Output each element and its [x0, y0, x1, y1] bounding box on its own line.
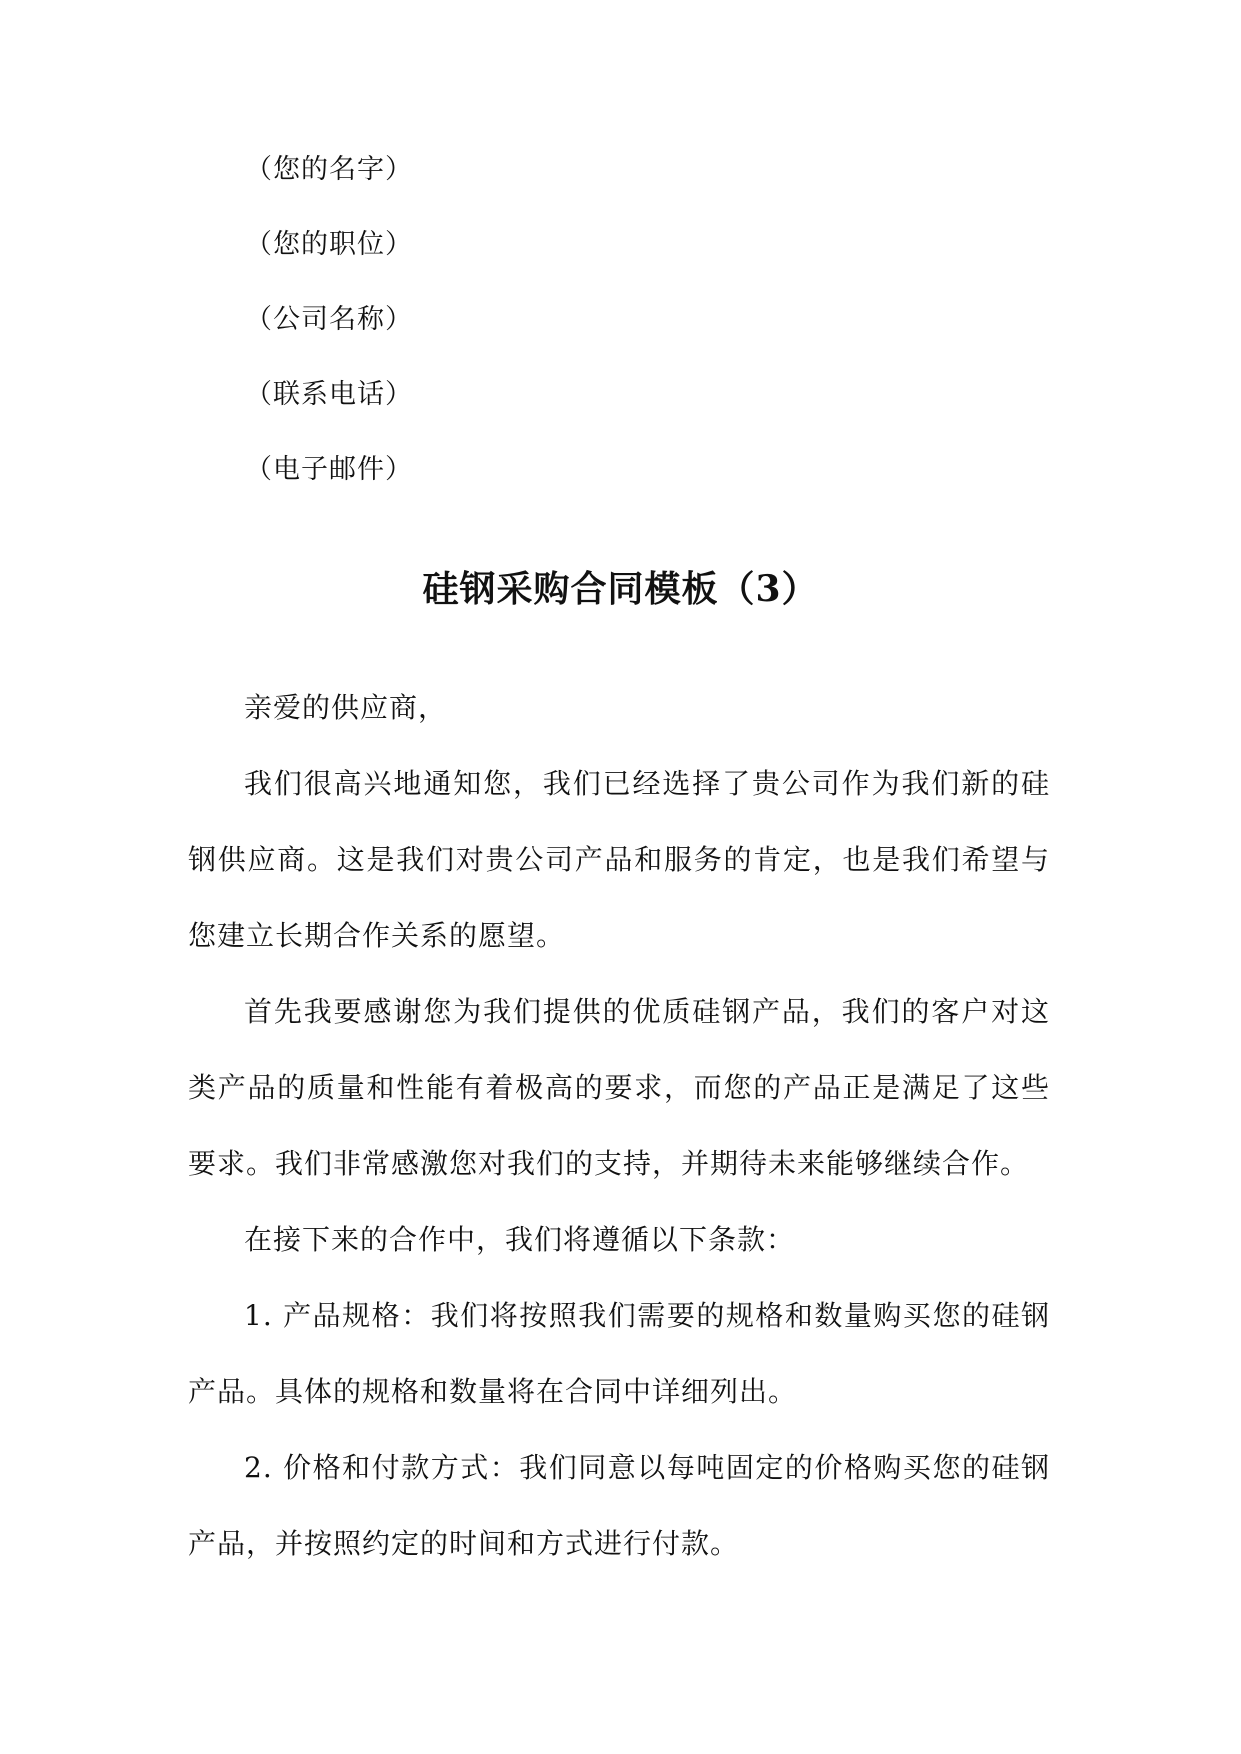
letter-body [188, 670, 1050, 1582]
terms-intro-paragraph: 在接下来的合作中，我们将遵循以下条款： [244, 1223, 796, 1256]
signature-company: （公司名称） [245, 304, 413, 335]
term-2-paragraph: 2. 价格和付款方式：我们同意以每吨固定的价格购买您的硅钢产品，并按照约定的时间和方式进行付款。 [188, 1451, 1050, 1560]
term-1-paragraph: 1. 产品规格：我们将按照我们需要的规格和数量购买您的硅钢产品。具体的规格和数量将在合同中详细列出。 [188, 1299, 1050, 1408]
signature-name: （您的名字） [245, 154, 413, 185]
intro-paragraph: 我们很高兴地通知您，我们已经选择了贵公司作为我们新的硅钢供应商。这是我们对贵公司产品和服务的肯定，也是我们希望与您建立长期合作关系的愿望。 [188, 767, 1050, 952]
document-title: 硅钢采购合同模板（3） [422, 568, 819, 610]
thanks-paragraph: 首先我要感谢您为我们提供的优质硅钢产品，我们的客户对这类产品的质量和性能有着极高的要求，而您的产品正是满足了这些要求。我们非常感激您对我们的支持，并期待未来能够继续合作。 [188, 995, 1050, 1180]
signature-position: （您的职位） [245, 229, 413, 260]
signature-email: （电子邮件） [245, 454, 413, 485]
signature-phone: （联系电话） [245, 379, 413, 410]
greeting-paragraph: 亲爱的供应商， [244, 691, 448, 724]
